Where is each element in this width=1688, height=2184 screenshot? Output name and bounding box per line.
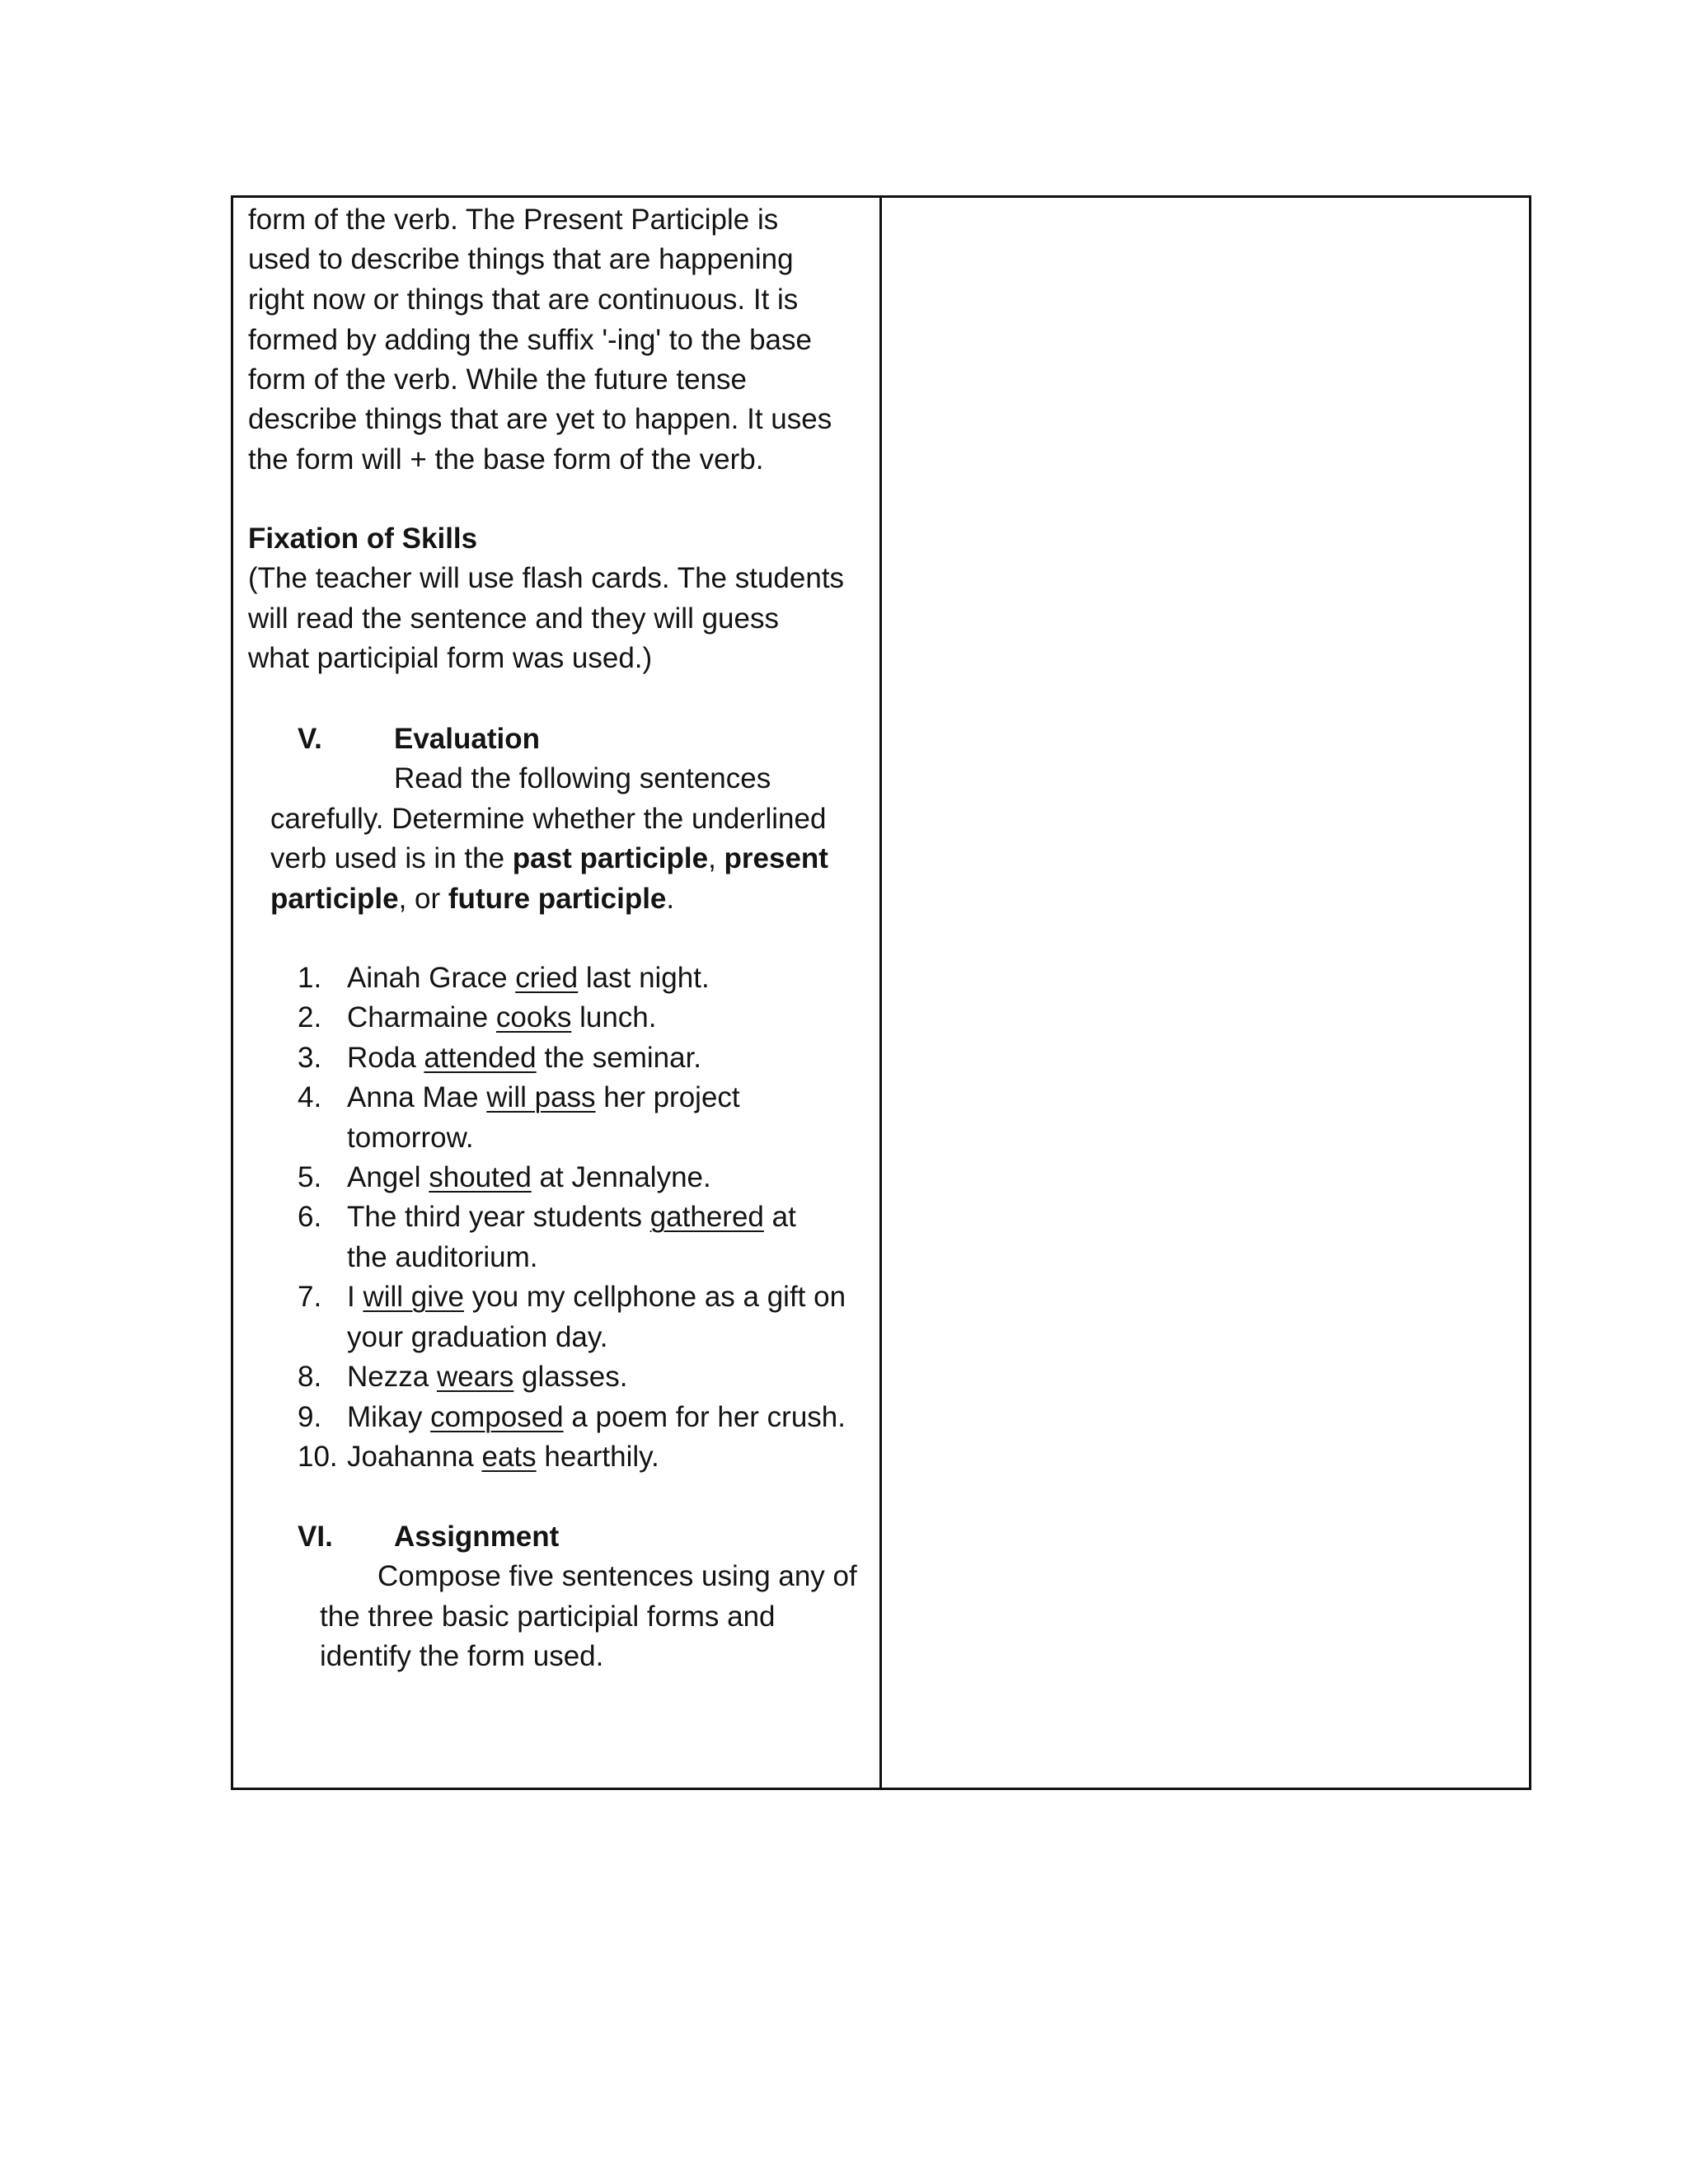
evaluation-heading: Evaluation [394,723,540,755]
list-item: Roda attended the seminar. [347,1042,702,1074]
underlined-verb: will give [363,1281,464,1313]
underlined-verb: shouted [429,1161,532,1193]
assignment-line: identify the form used. [320,1640,604,1672]
list-item: Ainah Grace cried last night. [347,962,710,994]
underlined-verb: attended [424,1042,537,1074]
evaluation-numeral: V. [298,723,322,755]
list-item-continuation: tomorrow. [347,1122,474,1154]
list-item: The third year students gathered at [347,1201,796,1233]
underlined-verb: cooks [495,1001,572,1033]
list-item: Nezza wears glasses. [347,1361,628,1393]
intro-line: describe things that are yet to happen. It uses [248,403,832,435]
intro-line: formed by adding the suffix '-ing' to the base [248,324,812,356]
evaluation-instruction: Read the following sentences [394,762,771,794]
item-number: 3. [298,1042,322,1074]
intro-line: the form will + the base form of the verb. [248,443,764,476]
item-number: 10. [298,1441,338,1473]
assignment-line: Compose five sentences using any of [377,1560,857,1592]
intro-line: form of the verb. While the future tense [248,363,748,396]
item-number: 8. [298,1361,322,1393]
lesson-plan-table [231,195,1531,1790]
list-item: Angel shouted at Jennalyne. [347,1161,711,1193]
assignment-numeral: VI. [298,1521,333,1553]
list-item: Charmaine cooks lunch. [347,1001,657,1033]
fixation-line: (The teacher will use flash cards. The students [248,562,845,594]
fixation-line: will read the sentence and they will guess [248,602,779,635]
item-number: 1. [298,962,322,994]
item-number: 4. [298,1081,322,1113]
evaluation-instruction: participle, or future participle. [270,883,675,915]
assignment-heading: Assignment [394,1521,560,1553]
content-column [233,198,882,1788]
item-number: 6. [298,1201,322,1233]
underlined-verb: gathered [649,1201,764,1233]
underlined-verb: composed [430,1401,564,1433]
intro-line: form of the verb. The Present Participle is [248,204,779,236]
list-item: Mikay composed a poem for her crush. [347,1401,846,1433]
list-item: I will give you my cellphone as a gift on [347,1281,846,1313]
fixation-heading: Fixation of Skills [248,523,478,555]
evaluation-instruction: verb used is in the past participle, present [270,842,828,874]
item-number: 9. [298,1401,322,1433]
list-item: Joahanna eats hearthily. [347,1441,659,1473]
list-item-continuation: your graduation day. [347,1321,608,1353]
item-number: 5. [298,1161,322,1193]
intro-line: used to describe things that are happening [248,243,794,275]
list-item-continuation: the auditorium. [347,1241,538,1273]
intro-line: right now or things that are continuous. It is [248,284,799,316]
underlined-verb: cried [515,962,579,994]
assignment-line: the three basic participial forms and [320,1601,776,1633]
list-item: Anna Mae will pass her project [347,1081,740,1113]
evaluation-instruction: carefully. Determine whether the underlined [270,803,827,835]
underlined-verb: eats [481,1441,537,1473]
item-number: 2. [298,1001,322,1033]
item-number: 7. [298,1281,322,1313]
fixation-line: what participial form was used.) [248,642,653,674]
underlined-verb: wears [436,1361,514,1393]
notes-column [882,198,1529,1788]
underlined-verb: will pass [486,1081,596,1113]
